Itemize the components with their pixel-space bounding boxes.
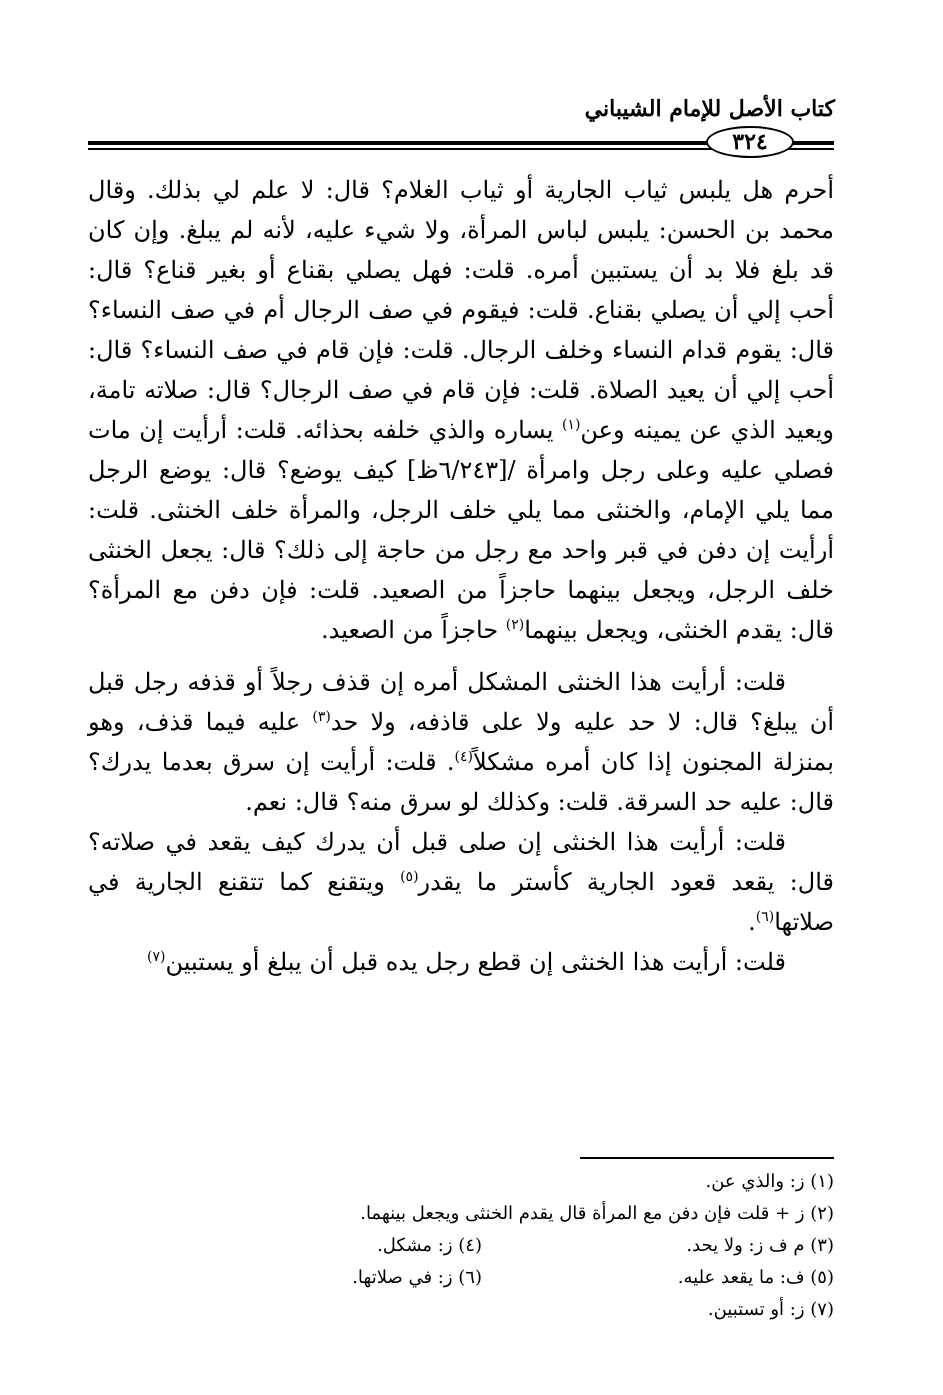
main-text	[88, 170, 834, 982]
footnote-ref-3: (٣)	[312, 709, 331, 725]
footnote-6: (٦) ز: في صلاتها.	[352, 1267, 482, 1288]
footnote-ref-5: (٥)	[400, 869, 419, 885]
page-number-badge: ٣٢٤	[706, 126, 794, 158]
footnote-ref-4: (٤)	[454, 749, 473, 765]
footnote-4: (٤) ز: مشكل.	[377, 1235, 482, 1256]
footnote-1: (١) ز: والذي عن.	[705, 1171, 834, 1192]
footnote-ref-1: (١)	[561, 417, 581, 433]
footnote-ref-6: (٦)	[755, 909, 775, 925]
paragraph-1: أحرم هل يلبس ثياب الجارية أو ثياب الغلام؟ قال: لا علم لي بذلك. وقال محمد بن الحسن: يلبس لباس المرأة، ولا شيء عليه، لأنه لم يبلغ. وإن كان قد بلغ فلا بد أن يستبين أمره. قلت: فهل يصلي بقناع أو بغير قناع؟ قال: أحب إلي أن يصلي بقناع. قلت: فيقوم في صف الرجال أم في صف النساء؟ قال: يقوم قدام النساء وخلف الرجال. قلت: فإن قام في صف النساء؟ قال: أحب إلي أن يعيد الصلاة. قلت: فإن قام في صف الرجال؟ قال: صلاته تامة، ويعيد الذي عن يمينه وعن$^{(١)}$ يساره والذي خلفه بحذائه. قلت: أرأيت إن مات فصلي عليه وعلى رجل وامرأة /[٦/٢٤٣ظ] كيف يوضع؟ قال: يوضع الرجل مما يلي الإمام، والخنثى مما يلي خلف الرجل، والمرأة خلف الخنثى. قلت: أرأيت إن دفن في قبر واحد مع رجل من حاجة إلى ذلك؟ قال: يجعل الخنثى خلف الرجل، ويجعل بينهما حاجزاً من الصعيد. قلت: فإن دفن مع المرأة؟ قال: يقدم الخنثى، ويجعل بينهما$^{(٢)}$ حاجزاً من الصعيد.	[88, 176, 834, 644]
footnote-separator	[580, 1157, 834, 1159]
footnote-ref-2: (٢)	[505, 617, 525, 633]
paragraph-2: قلت: أرأيت هذا الخنثى المشكل أمره إن قذف رجلاً أو قذفه رجل قبل أن يبلغ؟ قال: لا حد عليه ولا على قاذفه، ولا حد$^{(٣)}$ عليه فيما قذف، وهو بمنزلة المجنون إذا كان أمره مشكلاً$^{(٤)}$. قلت: أرأيت إن سرق بعدما يدرك؟ قال: عليه حد السرقة. قلت: وكذلك لو سرق منه؟ قال: نعم.	[88, 668, 834, 816]
paragraph-3: قلت: أرأيت هذا الخنثى إن صلى قبل أن يدرك كيف يقعد في صلاته؟ قال: يقعد قعود الجارية كأستر ما يقدر$^{(٥)}$ ويتقنع كما تتقنع الجارية في صلاتها$^{(٦)}$.	[88, 828, 834, 936]
footnote-3: (٣) م ف ز: ولا يحد.	[686, 1235, 834, 1256]
running-header-title: كتاب الأصل للإمام الشيباني	[584, 96, 835, 122]
paragraph-4: قلت: أرأيت هذا الخنثى إن قطع رجل يده قبل أن يبلغ أو يستبين$^{(٧)}$	[147, 948, 786, 976]
footnotes	[180, 1166, 834, 1326]
footnote-ref-7: (٧)	[147, 949, 166, 965]
footnote-2: (٢) ز + قلت فإن دفن مع المرأة قال يقدم الخنثى ويجعل بينهما.	[360, 1203, 834, 1224]
footnote-5: (٥) ف: ما يقعد عليه.	[677, 1267, 834, 1288]
footnote-7: (٧) ز: أو تستبين.	[707, 1299, 834, 1320]
